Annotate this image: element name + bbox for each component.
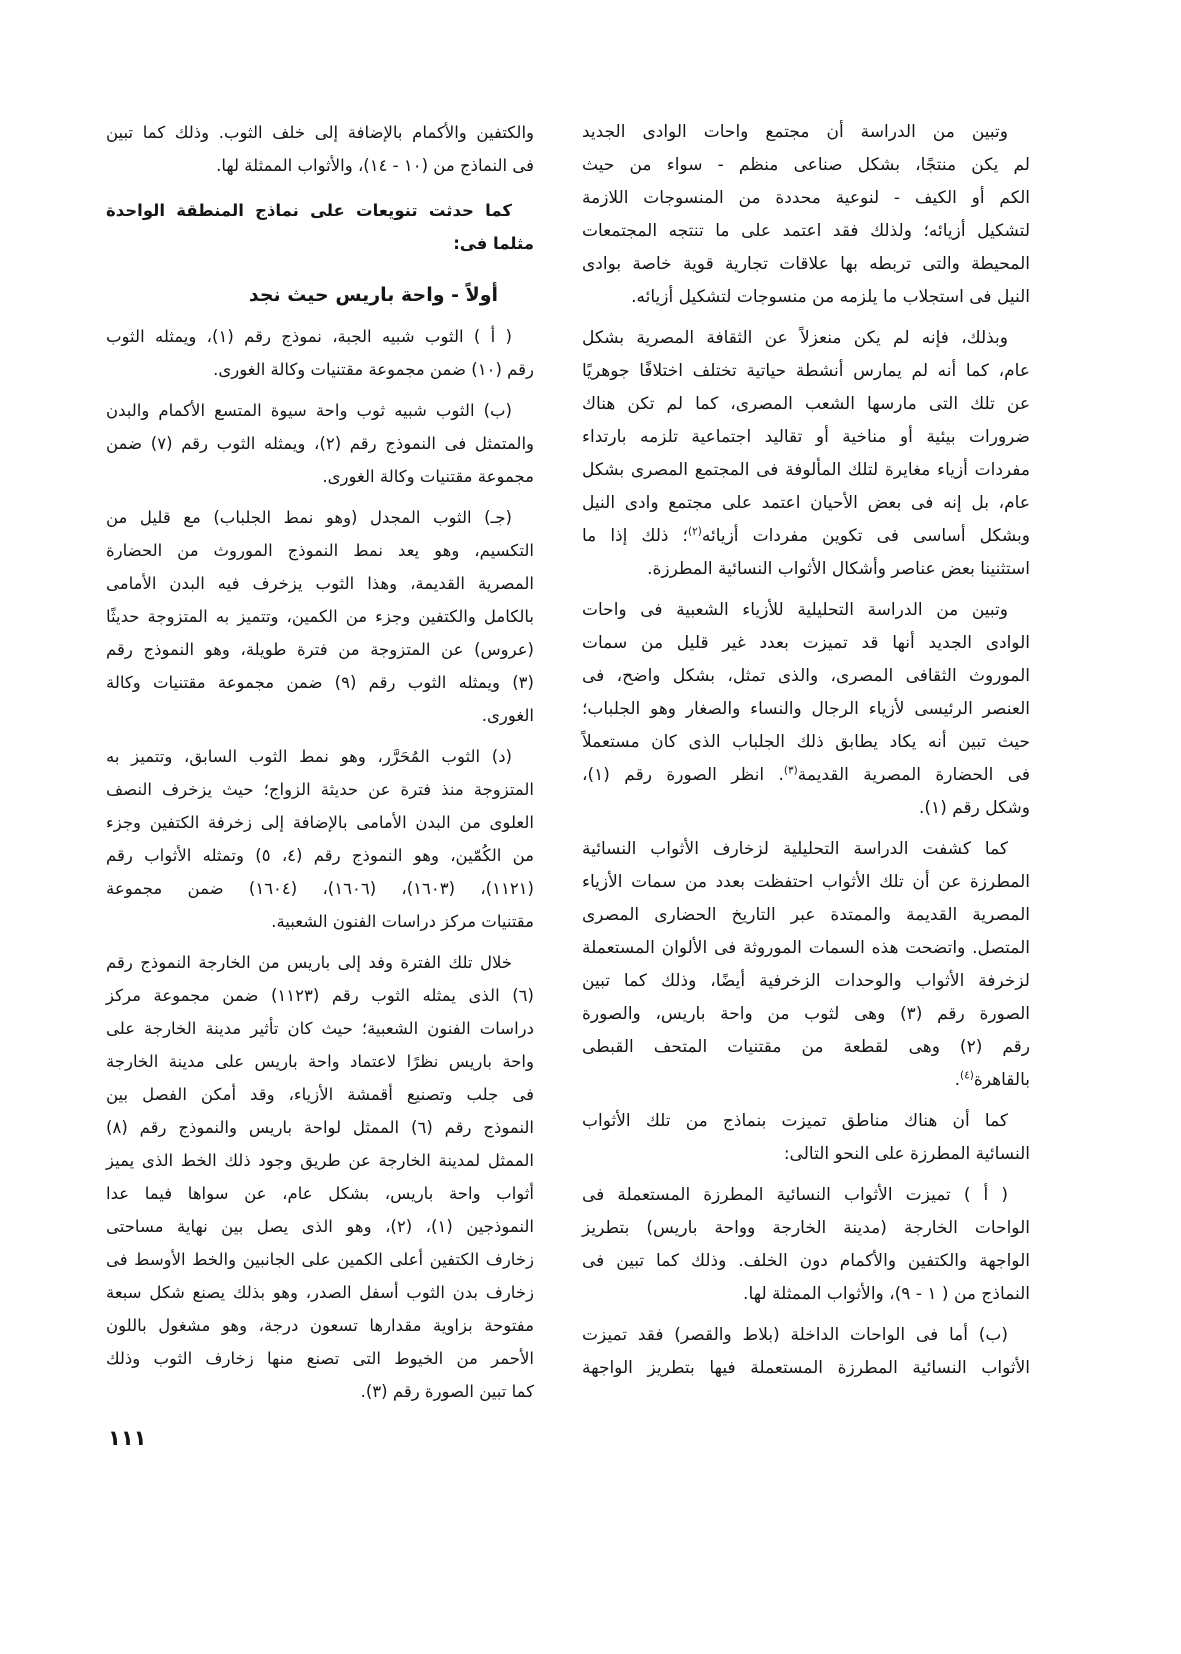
list-item-paragraph [106,394,534,493]
line-text: المحيطة والتى تربطه بها علاقات تجارية قوية خاصة بوادى [582,254,1030,274]
line-text: عام، كما أنه لم يمارس أنشطة حياتية تختلف اختلافًا جوهريًا [582,361,1030,381]
text-line [582,1319,1030,1352]
list-item-paragraph [106,501,534,732]
text-line [582,965,1030,998]
text-line [582,759,1030,792]
line-text: واحة باريس نظرًا لاعتماد واحة باريس على مدينة الخارجة [106,1052,534,1071]
text-line [106,905,534,938]
line-text: ضرورات بيئية أو مناخية أو تقاليد اجتماعية تلزمه بارتداء [582,427,1030,447]
line-text: استثنينا بعض عناصر وأشكال الأثواب النسائية المطرزة. [647,559,1030,579]
text-line [582,553,1030,586]
line-text: كما تبين الصورة رقم (٣). [360,1382,534,1401]
text-line [582,1105,1030,1138]
line-text-segment: . [954,1070,960,1090]
line-text-segment: ؛ ذلك إذا ما [582,526,688,546]
paragraph [582,594,1030,825]
text-line [106,946,534,979]
line-text: (ب) أما فى الواحات الداخلة (بلاط والقصر) فقد تميزت [582,1325,1008,1345]
line-text: رقم (١٠) ضمن مجموعة مقتنيات وكالة الغورى. [213,360,534,379]
text-line [582,487,1030,520]
text-line [582,1352,1030,1385]
text-line [106,427,534,460]
text-line [106,1177,534,1210]
text-line [106,806,534,839]
line-text: وبذلك، فإنه لم يكن منعزلاً عن الثقافة المصرية بشكل [582,328,1008,348]
line-text: خلال تلك الفترة وفد إلى باريس من الخارجة النموذج رقم [106,953,512,972]
subsection-heading [106,279,534,312]
line-text-segment: . انظر الصورة رقم (١)، [582,765,784,785]
line-text: والكتفين والأكمام بالإضافة إلى خلف الثوب. وذلك كما تبين [106,123,534,142]
text-line [106,460,534,493]
text-line [582,1031,1030,1064]
line-text: الواجهة والكتفين والأكمام دون الخلف. وذلك كما تبين فى [582,1251,1030,1271]
text-line [582,594,1030,627]
text-line [106,567,534,600]
line-text: الأحمر من الخيوط التى تصنع منها زخارف الثوب وذلك [106,1349,534,1368]
line-text: (ب) الثوب شبيه ثوب واحة سيوة المتسع الأكمام والبدن [106,401,512,420]
text-line [106,320,534,353]
line-text: كما أن هناك مناطق تميزت بنماذج من تلك الأثواب [582,1111,1008,1131]
text-line [106,633,534,666]
line-text: العنصر الرئيسى لأزياء الرجال والنساء والصغار وهو الجلباب؛ [582,699,1030,719]
text-line [582,520,1030,553]
footnote-marker: (٤) [959,1069,974,1082]
text-line [106,1375,534,1408]
line-text: أثواب واحة باريس، بشكل عام، عن سواها فيما عدا [106,1184,534,1203]
line-text: (د) الثوب المُحَرَّر، وهو نمط الثوب السابق، وتتميز به [106,747,512,766]
text-line [582,1064,1030,1097]
text-line [106,872,534,905]
paragraph [582,322,1030,586]
text-line [106,666,534,699]
text-line [106,979,534,1012]
text-line [106,116,534,149]
text-line [582,833,1030,866]
line-text: النموذجين (١)، (٢)، وهو الذى يصل بين نهاية مساحتى [106,1217,534,1236]
line-text: رقم (٢) وهى لقطعة من مقتنيات المتحف القبطى [582,1037,1030,1057]
text-line [582,899,1030,932]
line-text: وتبين من الدراسة أن مجتمع واحات الوادى الجديد [582,122,1008,142]
line-text: النماذج من ( ١ - ٩)، والأثواب الممثلة لها. [743,1284,1030,1304]
text-line [582,322,1030,355]
text-line [106,1342,534,1375]
text-line [582,1212,1030,1245]
line-text: الغورى. [481,706,534,725]
line-text: فى جلب وتصنيع أقمشة الأزياء، وقد أمكن الفصل بين [106,1085,534,1104]
line-text: الوادى الجديد أنها قد تميزت بعدد غير قليل من سمات [582,633,1030,653]
text-line [106,1078,534,1111]
line-text: المتزوجة منذ فترة عن حديثة الزواج؛ حيث يزخرف النصف [106,780,534,799]
line-text: كما حدثت تنويعات على نماذج المنطقة الواحدة [106,201,512,220]
text-line [106,773,534,806]
text-line [582,998,1030,1031]
text-line [106,149,534,182]
line-text: (جـ) الثوب المجدل (وهو نمط الجلباب) مع قليل من [106,508,512,527]
text-line [106,1243,534,1276]
paragraph [582,116,1030,314]
text-line [106,534,534,567]
line-text: (٦) الذى يمثله الثوب رقم (١١٢٣) ضمن مجموعة مركز [106,986,534,1005]
text-line [106,194,534,227]
text-line [582,149,1030,182]
line-text: لتشكيل أزيائه؛ ولذلك فقد اعتمد على ما تنتجه المجتمعات [582,221,1030,241]
line-text: العلوى من البدن الأمامى بالإضافة إلى زخرفة الكتفين وجزء [106,813,534,832]
text-line [106,1012,534,1045]
footnote-marker: (٢) [687,525,702,538]
text-line [582,792,1030,825]
line-text: (٣) ويمثله الثوب رقم (٩) ضمن مجموعة مقتنيات وكالة [106,673,534,692]
text-line [582,627,1030,660]
line-text: (عروس) عن المتزوجة من فترة طويلة، وهو النموذج رقم [106,640,534,659]
line-text-segment: وبشكل أساسى فى تكوين مفردات أزيائه [701,526,1030,546]
left-column [106,116,534,1408]
line-text: المصرية القديمة، وهذا الثوب يزخرف فيه البدن الأمامى [106,574,534,593]
text-line [582,1179,1030,1212]
line-text: الواحات الخارجة (مدينة الخارجة وواحة باريس) بتطريز [582,1218,1030,1238]
text-line [582,454,1030,487]
text-line [582,932,1030,965]
line-text: لزخرفة الأثواب والوحدات الزخرفية أيضًا، وذلك كما تبين [582,971,1030,991]
line-text: وتبين من الدراسة التحليلية للأزياء الشعبية فى واحات [582,600,1008,620]
text-line [582,726,1030,759]
line-text: ( أ ) الثوب شبيه الجبة، نموذج رقم (١)، ويمثله الثوب [106,327,512,346]
text-line [582,1245,1030,1278]
line-text: بالكامل والكتفين وجزء من الكمين، وتتميز به المتزوجة حديثًا [106,607,534,626]
line-text: عام، بل إنه فى بعض الأحيان اعتمد على مجتمع وادى النيل [582,493,1030,513]
text-line [106,394,534,427]
line-text: أولاً - واحة باريس حيث نجد [248,284,498,306]
text-line [106,1309,534,1342]
line-text: ( أ ) تميزت الأثواب النسائية المطرزة المستعملة فى [582,1185,1008,1205]
line-text [582,765,1030,785]
text-line [106,699,534,732]
list-item-paragraph [106,740,534,938]
paragraph [106,946,534,1408]
line-text: النسائية المطرزة على النحو التالى: [783,1144,1030,1164]
line-text: حيث تبين أنه يكاد يطابق ذلك الجلباب الذى كان مستعملاً [582,732,1030,752]
line-text: مثلما فى: [453,234,534,253]
text-line [106,1045,534,1078]
line-text [955,1070,1030,1090]
line-text-segment: فى الحضارة المصرية القديمة [797,765,1030,785]
text-line [582,355,1030,388]
line-text: مفردات أزياء مغايرة لتلك المألوفة فى المجتمع المصرى بشكل [582,460,1030,480]
list-item-paragraph [106,320,534,386]
text-line [582,388,1030,421]
line-text: المتصل. واتضحت هذه السمات الموروثة فى الألوان المستعملة [582,938,1030,958]
line-text: لم يكن منتجًا، بشكل صناعى منظم - سواء من حيث [582,155,1030,175]
text-line [106,1144,534,1177]
text-line [582,660,1030,693]
line-text: النموذج رقم (٦) الممثل لواحة باريس والنموذج رقم (٨) [106,1118,534,1137]
text-line [582,215,1030,248]
line-text: النيل فى استجلاب ما يلزمه من منسوجات لتشكيل أزيائه. [631,287,1030,307]
line-text: زخارف الكتفين أعلى الكمين على الجانبين والخط الأوسط فى [106,1250,534,1269]
continued-paragraph [106,116,534,182]
line-text: والمتمثل فى النموذج رقم (٢)، ويمثله الثوب رقم (٧) ضمن [106,434,534,453]
line-text: كما كشفت الدراسة التحليلية لزخارف الأثواب النسائية [582,839,1008,859]
text-line [582,116,1030,149]
footnote-marker: (٣) [783,764,798,777]
line-text: الممثل لمدينة الخارجة عن طريق وجود ذلك الخط الذى يميز [106,1151,534,1170]
page-number: ١١١ [108,1426,147,1450]
line-text: مقتنيات مركز دراسات الفنون الشعبية. [271,912,534,931]
paragraph [582,1105,1030,1171]
paragraph [582,1319,1030,1385]
line-text: (١١٢١)، (١٦٠٣)، (١٦٠٦)، (١٦٠٤) ضمن مجموعة [106,879,534,898]
line-text: زخارف بدن الثوب أسفل الصدر، وهو بذلك يصنع شكل سبعة [106,1283,534,1302]
text-line [106,740,534,773]
text-line [106,1276,534,1309]
line-text: من الكُمّين، وهو النموذج رقم (٤، ٥) وتمثله الأثواب رقم [106,846,534,865]
text-line [106,1210,534,1243]
right-column [582,116,1030,1385]
text-line [106,600,534,633]
text-line [582,866,1030,899]
section-heading [106,194,534,260]
line-text: مجموعة مقتنيات وكالة الغورى. [322,467,534,486]
text-line [582,248,1030,281]
line-text: الصورة رقم (٣) وهى لثوب من واحة باريس، والصورة [582,1004,1030,1024]
line-text: الموروث الثقافى المصرى، والذى تمثل، بشكل واضح، فى [582,666,1030,686]
line-text: المصرية القديمة والممتدة عبر التاريخ الحضارى المصرى [582,905,1030,925]
line-text [582,526,1030,546]
text-line [106,501,534,534]
line-text: الأثواب النسائية المطرزة المستعملة فيها بتطريز الواجهة [582,1358,1030,1378]
text-line [106,227,534,260]
text-line [582,182,1030,215]
text-line [582,1278,1030,1311]
line-text: عن تلك التى مارسها الشعب المصرى، كما لم تكن هناك [582,394,1030,414]
line-text: وشكل رقم (١). [919,798,1030,818]
line-text: مفتوحة بزاوية مقدارها تسعون درجة، وهو مشغول باللون [106,1316,534,1335]
text-line [582,281,1030,314]
line-text: الكم أو الكيف - لنوعية محددة من المنسوجات اللازمة [582,188,1030,208]
text-line [582,693,1030,726]
line-text: فى النماذج من (١٠ - ١٤)، والأثواب الممثلة لها. [216,156,534,175]
line-text: المطرزة عن أن تلك الأثواب احتفظت بعدد من سمات الأزياء [582,872,1030,892]
text-line [582,421,1030,454]
text-line [106,279,534,312]
text-line [582,1138,1030,1171]
text-line [106,839,534,872]
text-line [106,353,534,386]
text-line [106,1111,534,1144]
line-text-segment: بالقاهرة [973,1070,1030,1090]
line-text: التكسيم، وهو يعد نمط النموذج الموروث من الحضارة [106,541,534,560]
paragraph [582,833,1030,1097]
line-text: دراسات الفنون الشعبية؛ حيث كان تأثير مدينة الخارجة على [106,1019,534,1038]
paragraph [582,1179,1030,1311]
